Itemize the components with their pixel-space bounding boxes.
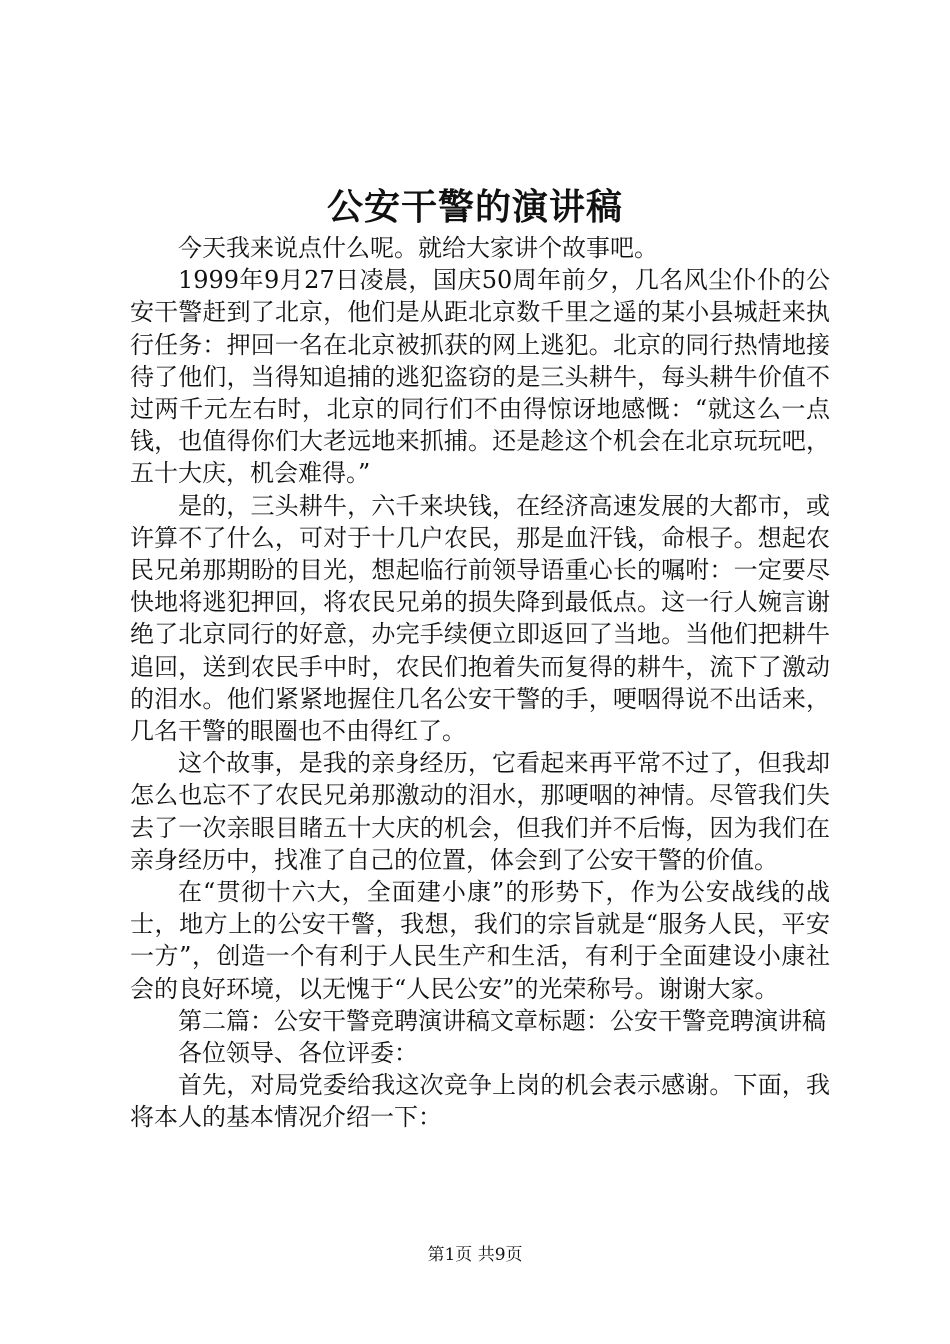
page-title: 公安干警的演讲稿 — [326, 186, 623, 228]
page-footer: 第1页 共9页 — [427, 1245, 523, 1265]
paragraph-second-article-heading: 第二篇：公安干警竞聘演讲稿文章标题：公安干警竞聘演讲稿 — [178, 1006, 826, 1035]
paragraph-story-return: 是的，三头耕牛，六千来块钱，在经济高速发展的大都市，或许算不了什么，可对于十几户农民，那是血汗钱，命根子。想起农民兄弟那期盼的目光，想起临行前领导语重心长的嘱咐：一定要尽快地将逃犯押回，将农民兄弟的损失降到最低点。这一行人婉言谢绝了北京同行的好意，办完手续便立即返回了当地。当他们把耕牛追回，送到农民手中时，农民们抱着失而复得的耕牛，流下了激动的泪水。他们紧紧地握住几名公安干警的手，哽咽得说不出话来，几名干警的眼圈也不由得红了。 — [130, 491, 830, 746]
paragraph-opening: 首先，对局党委给我这次竞争上岗的机会表示感谢。下面，我将本人的基本情况介绍一下： — [130, 1071, 830, 1132]
paragraph-reflection: 这个故事，是我的亲身经历，它看起来再平常不过了，但我却怎么也忘不了农民兄弟那激动的泪水，那哽咽的神情。尽管我们失去了一次亲眼目睹五十大庆的机会，但我们并不后悔，因为我们在亲身经历中，找准了自己的位置，体会到了公安干警的价值。 — [130, 749, 830, 874]
paragraph-salutation: 各位领导、各位评委： — [178, 1039, 418, 1068]
paragraph-story-beginning: 1999年9月27日凌晨，国庆50周年前夕，几名风尘仆仆的公安干警赶到了北京，他们是从距北京数千里之遥的某小县城赶来执行任务：押回一名在北京被抓获的网上逃犯。北京的同行热情地接待了他们，当得知追捕的逃犯盗窃的是三头耕牛，每头耕牛价值不过两千元左右时，北京的同行们不由得惊讶地感慨：“就这么一点钱，也值得你们大老远地来抓捕。还是趁这个机会在北京玩玩吧，五十大庆，机会难得。” — [130, 266, 830, 488]
paragraph-conclusion: 在“贯彻十六大，全面建小康”的形势下，作为公安战线的战士，地方上的公安干警，我想，我们的宗旨就是“服务人民，平安一方”，创造一个有利于人民生产和生活，有利于全面建设小康社会的良好环境，以无愧于“人民公安”的光荣称号。谢谢大家。 — [130, 878, 830, 1003]
paragraph-intro: 今天我来说点什么呢。就给大家讲个故事吧。 — [178, 234, 658, 262]
document-body — [130, 232, 830, 1134]
